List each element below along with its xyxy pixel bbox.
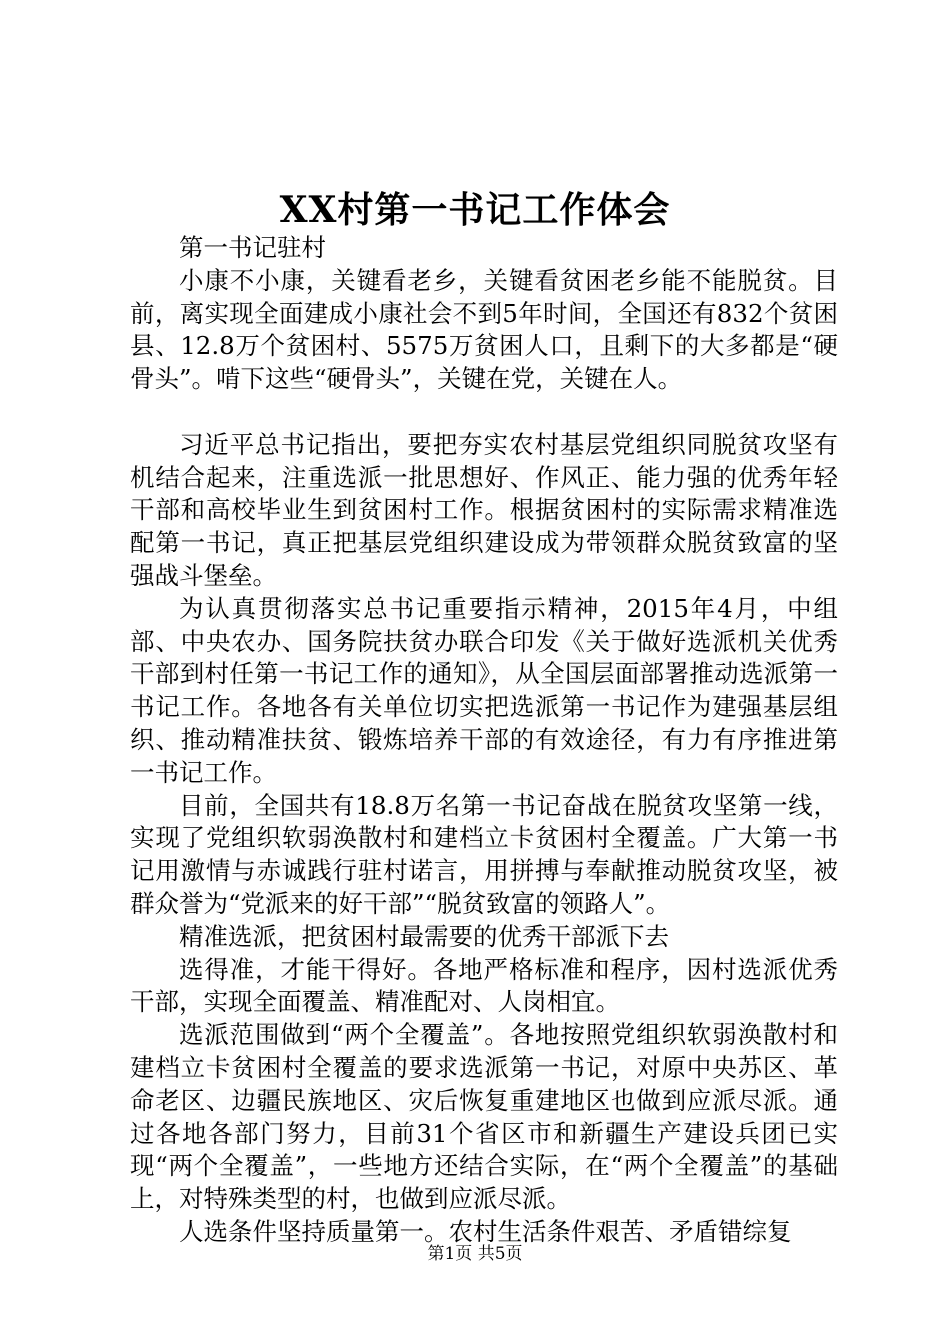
- page-footer: 第1页 共5页: [427, 1244, 523, 1264]
- paragraph: 选得准，才能干得好。各地严格标准和程序，因村选派优秀干部，实现全面覆盖、精准配对、人岗相宜。: [130, 954, 838, 1017]
- paragraph: 人选条件坚持质量第一。农村生活条件艰苦、矛盾错综复: [179, 1216, 792, 1246]
- document-title: XX村第一书记工作体会: [279, 189, 671, 231]
- paragraph: 习近平总书记指出，要把夯实农村基层党组织同脱贫攻坚有机结合起来，注重选派一批思想好、作风正、能力强的优秀年轻干部和高校毕业生到贫困村工作。根据贫困村的实际需求精准选配第一书记，真正把基层党组织建设成为带领群众脱贫致富的坚强战斗堡垒。: [130, 429, 838, 590]
- paragraph: 选派范围做到“两个全覆盖”。各地按照党组织软弱涣散村和建档立卡贫困村全覆盖的要求选派第一书记，对原中央苏区、革命老区、边疆民族地区、灾后恢复重建地区也做到应派尽派。通过各地各部门努力，目前31个省区市和新疆生产建设兵团已实现“两个全覆盖”，一些地方还结合实际，在“两个全覆盖”的基础上，对特殊类型的村，也做到应派尽派。: [130, 1020, 838, 1214]
- document-body: [130, 232, 838, 1249]
- paragraph: 目前，全国共有18.8万名第一书记奋战在脱贫攻坚第一线，实现了党组织软弱涣散村和建档立卡贫困村全覆盖。广大第一书记用激情与赤诚践行驻村诺言，用拼搏与奉献推动脱贫攻坚，被群众誉为“党派来的好干部”“脱贫致富的领路人”。: [130, 790, 838, 918]
- paragraph: 小康不小康，关键看老乡，关键看贫困老乡能不能脱贫。目前，离实现全面建成小康社会不到5年时间，全国还有832个贫困县、12.8万个贫困村、5575万贫困人口，且剩下的大多都是“硬骨头”。啃下这些“硬骨头”，关键在党，关键在人。: [130, 265, 838, 394]
- paragraph: 第一书记驻村: [179, 233, 326, 262]
- paragraph: 为认真贯彻落实总书记重要指示精神，2015年4月，中组部、中央农办、国务院扶贫办联合印发《关于做好选派机关优秀干部到村任第一书记工作的通知》，从全国层面部署推动选派第一书记工作。各地各有关单位切实把选派第一书记作为建强基层组织、推动精准扶贫、锻炼培养干部的有效途径，有力有序推进第一书记工作。: [130, 593, 838, 787]
- section-heading: 精准选派，把贫困村最需要的优秀干部派下去: [179, 921, 669, 951]
